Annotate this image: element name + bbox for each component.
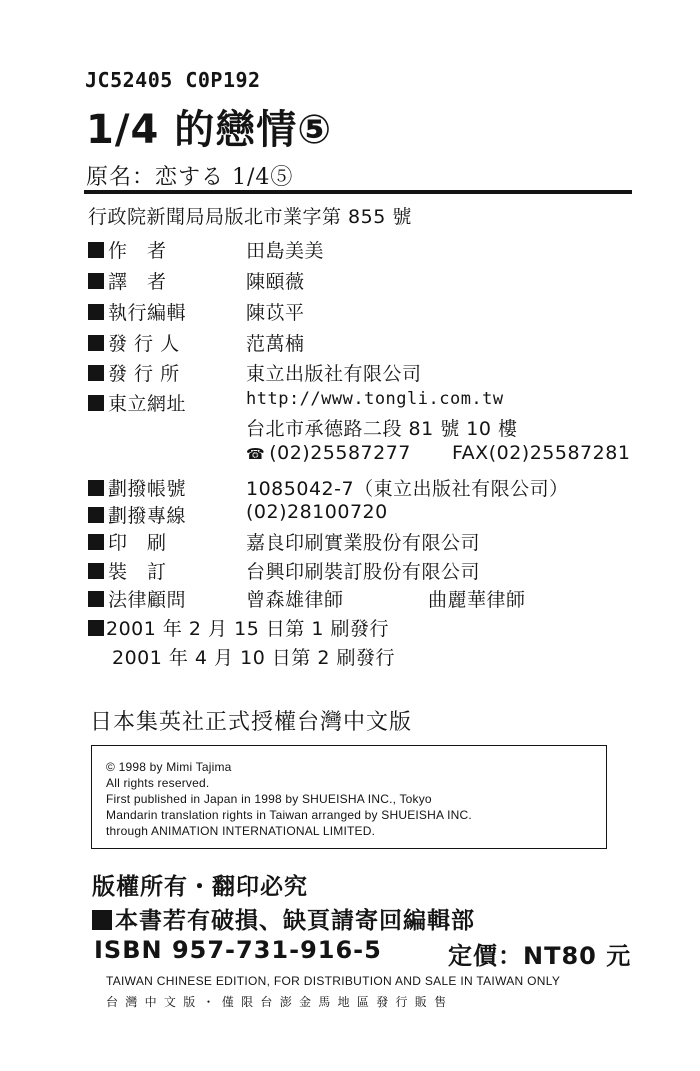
product-code: JC52405 C0P192 [85, 68, 261, 92]
original-title: 原名：恋する 1/4⑤ [86, 165, 294, 190]
distribution-notice-en: TAIWAN CHINESE EDITION, FOR DISTRIBUTION AND SALE IN TAIWAN ONLY [106, 974, 561, 988]
copyright-line: First published in Japan in 1998 by SHUEISHA INC., Tokyo [106, 792, 432, 806]
legal-counsel-1: 曾森雄律師 [246, 589, 344, 611]
bullet-square-icon [88, 563, 104, 579]
bullet-square-icon [92, 910, 112, 930]
license-number: 行政院新聞局局版北市業字第 855 號 [88, 206, 412, 228]
credit-value: 陳頤薇 [246, 271, 305, 293]
bullet-square-icon [88, 480, 104, 496]
website-url: http://www.tongli.com.tw [246, 389, 504, 409]
copyright-line: Mandarin translation rights in Taiwan arranged by SHUEISHA INC. [106, 808, 472, 822]
edition-text: 2001 年 2 月 15 日第 1 刷發行 [106, 618, 389, 640]
legal-counsel-2: 曲麗華律師 [428, 589, 526, 611]
title-divider [84, 190, 632, 194]
credit-label: 發 行 人 [108, 333, 180, 355]
credit-row-website [88, 389, 504, 415]
bullet-square-icon [88, 507, 104, 523]
price-label: 定價：NT80 元 [448, 942, 632, 970]
credit-value: 范萬楠 [246, 333, 305, 355]
payment-row-hotline [88, 501, 388, 527]
copyright-line: © 1998 by Mimi Tajima [106, 760, 232, 774]
payment-row-binder [88, 557, 481, 583]
bullet-square-icon [88, 365, 104, 381]
bullet-square-icon [88, 620, 104, 636]
credit-label: 發 行 所 [108, 363, 180, 385]
credit-row-author [88, 236, 325, 262]
payment-value: (02)28100720 [246, 501, 388, 523]
copyright-line: through ANIMATION INTERNATIONAL LIMITED. [106, 824, 376, 838]
credit-label: 東立網址 [108, 393, 187, 415]
damage-notice [92, 902, 475, 935]
bullet-square-icon [88, 242, 104, 258]
book-title: 1/4 的戀情⑤ [86, 107, 333, 153]
telephone-icon: ☎ [246, 445, 266, 463]
copyright-box [91, 745, 607, 849]
payment-label: 劃撥帳號 [108, 478, 187, 500]
credit-label: 作 者 [108, 240, 167, 262]
phone-number: (02)25587277 [269, 442, 411, 464]
bullet-square-icon [88, 304, 104, 320]
copyright-line: All rights reserved. [106, 776, 210, 790]
credit-label: 執行編輯 [108, 302, 187, 324]
credit-value: 田島美美 [246, 240, 325, 262]
edition-line-2: 2001 年 4 月 10 日第 2 刷發行 [112, 647, 395, 669]
payment-value: 嘉良印刷實業股份有限公司 [246, 532, 481, 554]
distribution-notice-zh: 台灣中文版・僅限台澎金馬地區發行販售 [106, 995, 454, 1009]
edition-line-1 [88, 614, 389, 641]
legal-label: 法律顧問 [108, 589, 187, 611]
bullet-square-icon [88, 591, 104, 607]
legal-row [88, 585, 526, 611]
payment-label: 裝 訂 [108, 561, 167, 583]
bullet-square-icon [88, 395, 104, 411]
contact-line [246, 442, 411, 464]
payment-value: 台興印刷裝訂股份有限公司 [246, 561, 481, 583]
bullet-square-icon [88, 534, 104, 550]
isbn-number: ISBN 957-731-916-5 [94, 936, 382, 964]
credit-value: 東立出版社有限公司 [246, 363, 422, 385]
bullet-square-icon [88, 335, 104, 351]
payment-value: 1085042-7（東立出版社有限公司） [246, 478, 569, 500]
credit-row-publishing-house [88, 359, 422, 385]
credit-row-publisher [88, 329, 305, 355]
credit-row-editor [88, 298, 305, 324]
credit-label: 譯 者 [108, 271, 167, 293]
bullet-square-icon [88, 273, 104, 289]
authorization-statement: 日本集英社正式授權台灣中文版 [90, 710, 413, 735]
credit-value: 陳苡平 [246, 302, 305, 324]
damage-notice-text: 本書若有破損、缺頁請寄回編輯部 [115, 908, 475, 934]
rights-reserved-notice: 版權所有・翻印必究 [92, 874, 308, 900]
payment-row-account [88, 474, 569, 500]
payment-label: 劃撥專線 [108, 505, 187, 527]
publisher-address: 台北市承德路二段 81 號 10 樓 [246, 418, 518, 440]
payment-label: 印 刷 [108, 532, 167, 554]
fax-number: FAX(02)25587281 [452, 442, 631, 464]
credit-row-translator [88, 267, 305, 293]
payment-row-printer [88, 528, 481, 554]
